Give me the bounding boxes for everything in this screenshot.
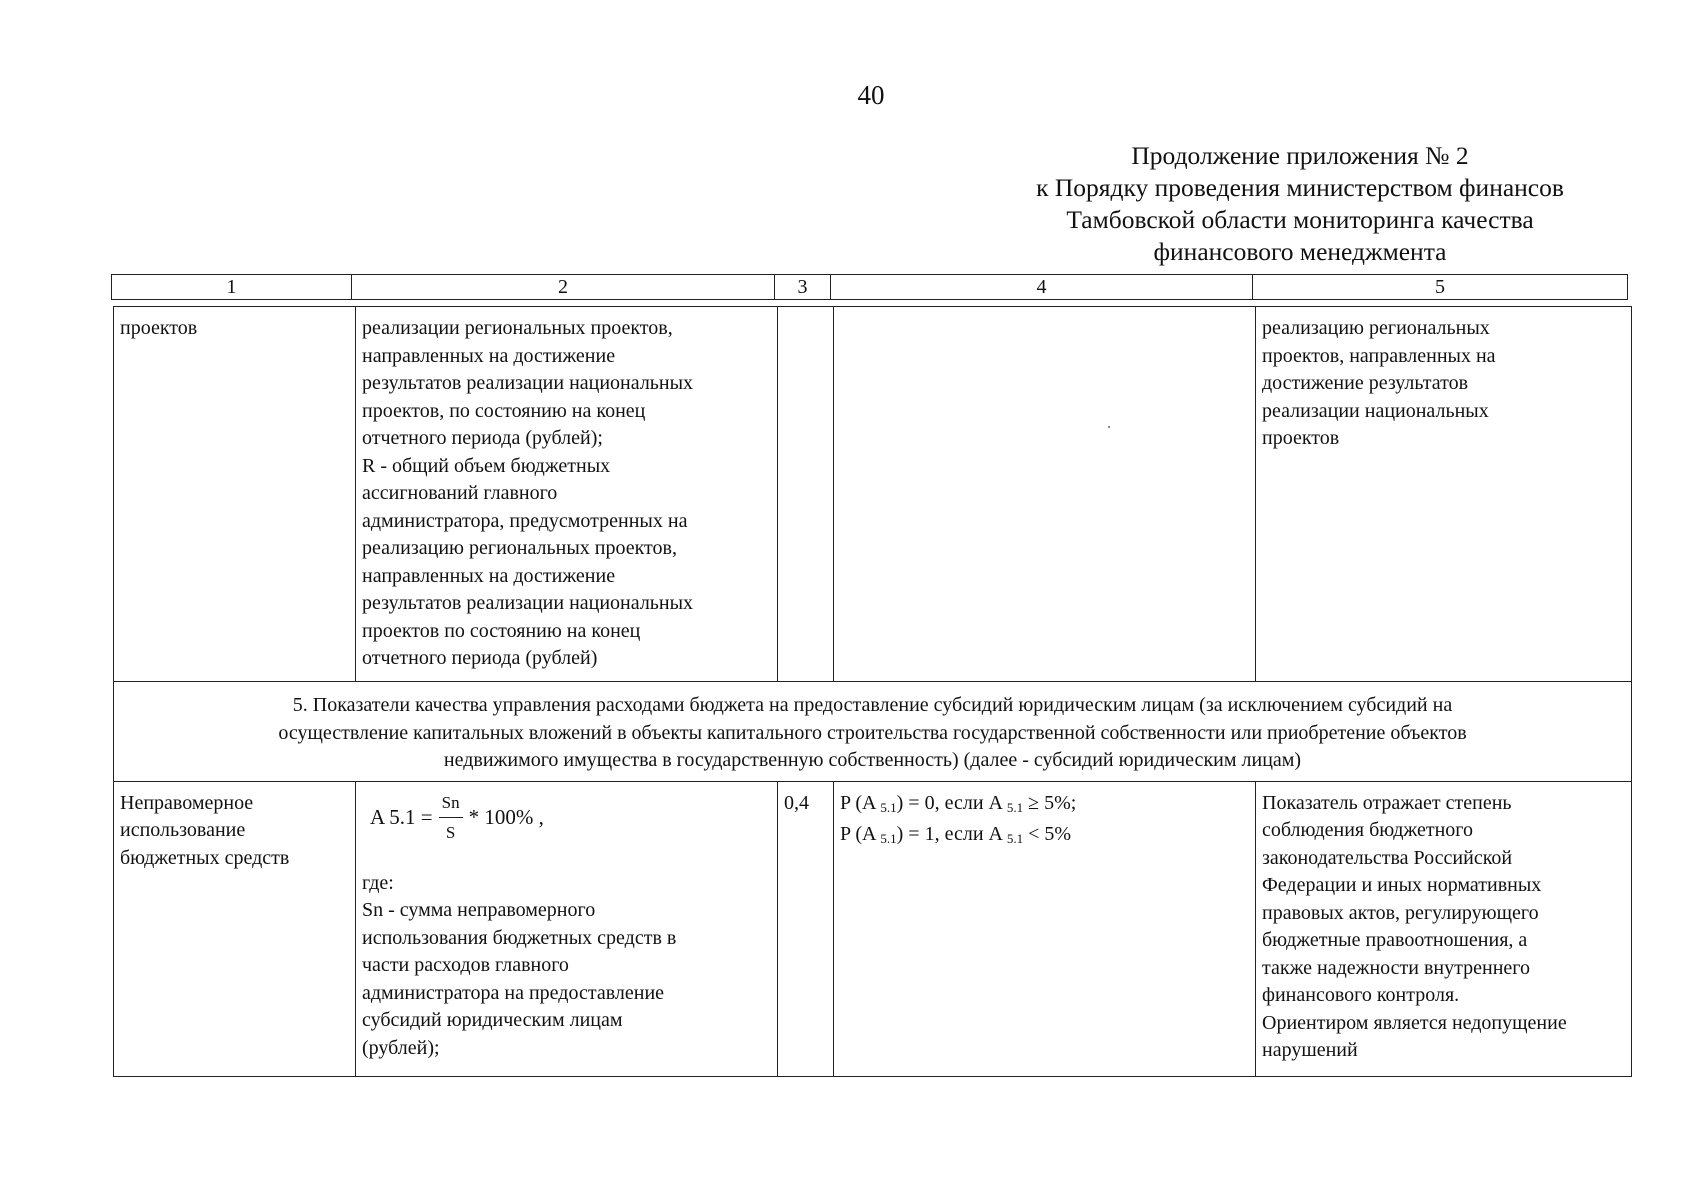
text-line: бюджетных средств: [120, 846, 290, 869]
column-header-3: 3: [775, 275, 831, 300]
appendix-heading-line: к Порядку проведения министерством финансов: [1036, 173, 1564, 202]
formula-description-cell: [356, 307, 778, 682]
text-line: нарушений: [1262, 1039, 1358, 1061]
text-line: проектов, по состоянию на конец: [362, 399, 646, 422]
appendix-heading-line: финансового менеджмента: [1153, 237, 1447, 266]
text-line: Показатель отражает степень: [1262, 791, 1512, 814]
text-line: правовых актов, регулирующего: [1262, 901, 1539, 924]
text-line: Федерации и иных нормативных: [1262, 874, 1542, 896]
text-line: использования бюджетных средств в: [362, 926, 677, 949]
weight-cell: [778, 307, 834, 682]
text-line: администратора, предусмотренных на: [362, 509, 688, 532]
text-line: проектов по состоянию на конец: [362, 619, 641, 642]
table-row: [114, 307, 1632, 682]
text-line: Sn - сумма неправомерного: [362, 899, 596, 921]
text-line: реализации национальных: [1262, 399, 1489, 422]
text-line: отчетного периода (рублей): [362, 647, 598, 669]
score-formula-cell: [834, 781, 1256, 1076]
column-header-2: 2: [352, 275, 775, 300]
text-line: R - общий объем бюджетных: [362, 454, 611, 477]
text-line: ассигнований главного: [362, 482, 558, 504]
text-line: результатов реализации национальных: [362, 592, 694, 614]
text-line: реализации региональных проектов,: [362, 317, 673, 339]
formula-a51: [370, 794, 771, 842]
comment-cell: [1256, 307, 1632, 682]
weight-cell: 0,4: [778, 781, 834, 1076]
appendix-heading-line: Продолжение приложения № 2: [1131, 141, 1469, 170]
text-line: Ориентиром является недопущение: [1262, 1011, 1567, 1034]
column-number-row: [111, 274, 1628, 300]
column-header-5: 5: [1253, 275, 1628, 300]
text-line: направленных на достижение: [362, 344, 616, 367]
formula-rhs: * 100% ,: [468, 804, 544, 829]
text-line: реализацию региональных: [1262, 317, 1490, 339]
text-line: финансового контроля.: [1262, 984, 1460, 1006]
text-line: результатов реализации национальных: [362, 372, 694, 394]
text-line: проектов: [1262, 427, 1340, 449]
text-line: реализацию региональных проектов,: [362, 537, 677, 559]
formula-numerator: Sn: [439, 789, 463, 819]
text-line: (рублей);: [362, 1036, 440, 1059]
text-line: Неправомерное: [120, 791, 254, 814]
appendix-heading-line: Тамбовской области мониторинга качества: [1066, 205, 1534, 234]
text-line: бюджетные правоотношения, а: [1262, 929, 1528, 951]
text-line: 5. Показатели качества управления расходами бюджета на предоставление субсидий юридическим лицам (за исключением субсидий на: [292, 694, 1453, 716]
indicator-name-cell: [114, 781, 356, 1076]
column-header-4: 4: [831, 275, 1253, 300]
formula-lhs: A 5.1 =: [370, 804, 433, 829]
appendix-heading: [980, 140, 1620, 268]
text-line: законодательства Российской: [1262, 846, 1513, 869]
section-heading-row: [114, 682, 1632, 782]
text-line: использование: [120, 819, 246, 841]
text-line: администратора на предоставление: [362, 981, 665, 1004]
formula-description-cell: [356, 781, 778, 1076]
formula-fraction: [439, 789, 463, 847]
text-line: соблюдения бюджетного: [1262, 819, 1473, 841]
score-formula-cell: [834, 307, 1256, 682]
text-line: также надежности внутреннего: [1262, 956, 1530, 979]
section-5-title: [114, 682, 1632, 782]
comment-cell: [1256, 781, 1632, 1076]
indicator-name-cell: [114, 307, 356, 682]
score-condition-line: P (A $_{5.1}$) = 1, если A $_{5.1}$ < 5%: [840, 823, 1072, 846]
text-line: осуществление капитальных вложений в объекты капитального строительства государственной собственности или приобретение объектов: [278, 721, 1467, 744]
text-line: субсидий юридическим лицам: [362, 1009, 623, 1031]
indicators-table: [113, 306, 1632, 1077]
text-line: где:: [362, 871, 394, 894]
text-line: недвижимого имущества в государственную собственность) (далее - субсидий юридическим лицам): [443, 749, 1302, 771]
text-line: проектов, направленных на: [1262, 344, 1496, 367]
text-line: части расходов главного: [362, 954, 569, 976]
formula-denominator: S: [445, 823, 456, 842]
score-condition-line: P (A $_{5.1}$) = 0, если A $_{5.1}$ ≥ 5%;: [840, 791, 1077, 815]
text-line: отчетного периода (рублей);: [362, 427, 603, 449]
indicator-name: проектов: [120, 317, 198, 339]
text-line: направленных на достижение: [362, 564, 616, 587]
table-row: [114, 781, 1632, 1076]
column-header-1: 1: [112, 275, 352, 300]
page-number: 40: [857, 80, 885, 110]
scan-speck: [1108, 426, 1110, 428]
text-line: достижение результатов: [1262, 372, 1469, 394]
